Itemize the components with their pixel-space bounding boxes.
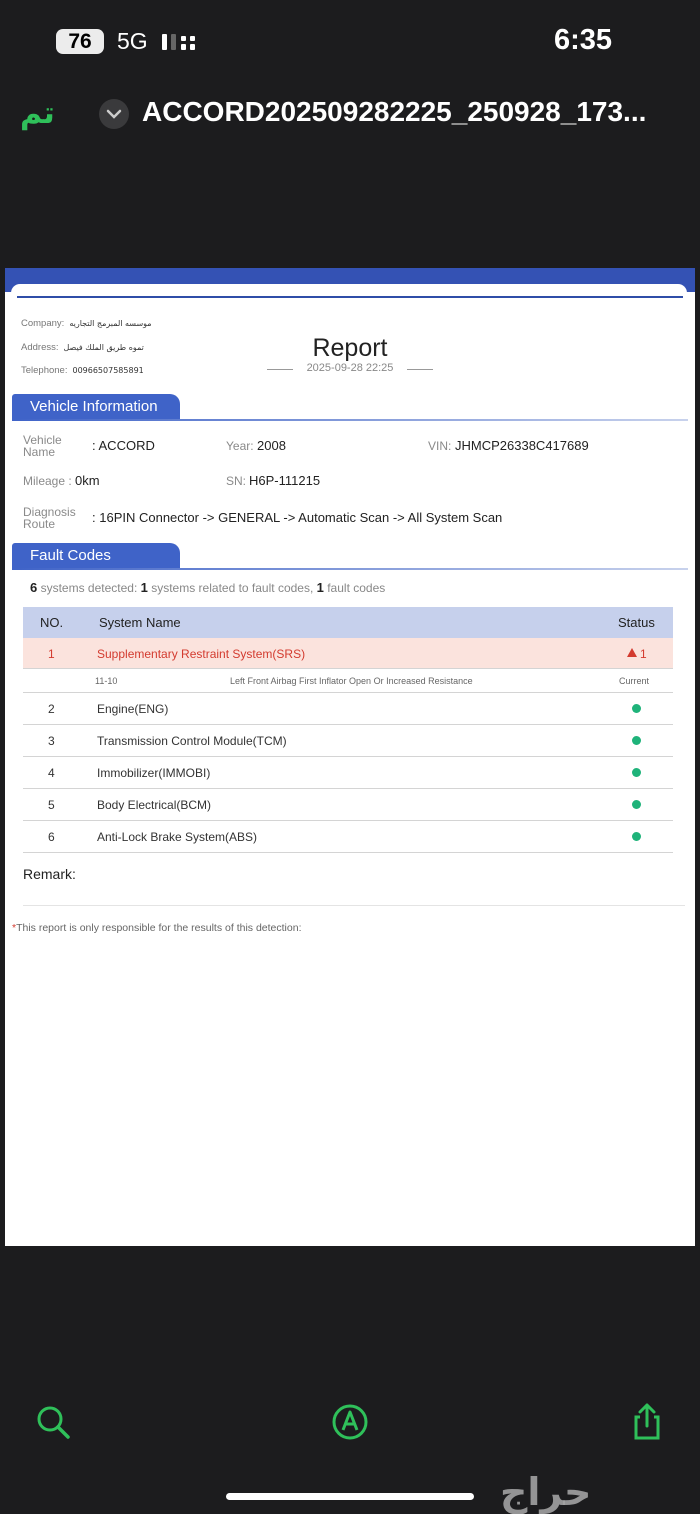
mileage-label: Mileage : — [23, 474, 72, 488]
check-circle-icon — [632, 768, 641, 777]
year-value: 2008 — [257, 438, 286, 453]
markup-icon[interactable] — [330, 1402, 370, 1442]
fault-codes-heading: Fault Codes — [12, 543, 180, 568]
column-no: NO. — [40, 615, 64, 630]
vin-value: JHMCP26338C417689 — [455, 438, 589, 453]
vehicle-info-heading: Vehicle Information — [12, 394, 180, 419]
battery-indicator: 76 — [56, 29, 104, 54]
address-row: Address: تموه طريق الملك فيصل — [21, 342, 144, 353]
vin-label: VIN: — [428, 439, 452, 453]
home-indicator[interactable] — [226, 1493, 474, 1500]
check-circle-icon — [632, 704, 641, 713]
share-icon[interactable] — [627, 1402, 667, 1442]
sn-value: H6P-111215 — [249, 473, 321, 488]
table-row[interactable]: 4 Immobilizer(IMMOBI) — [23, 757, 673, 789]
system-name: Supplementary Restraint System(SRS) — [97, 647, 306, 661]
fault-summary: 6 systems detected: 1 systems related to fault codes, 1 fault codes — [30, 580, 386, 595]
table-header — [23, 607, 673, 638]
table-row-fault[interactable]: 1 Supplementary Restraint System(SRS) 1 — [23, 638, 673, 669]
watermark-logo: حراج — [500, 1470, 592, 1514]
column-system-name: System Name — [99, 615, 181, 630]
clock: 6:35 — [553, 24, 612, 56]
disclaimer: *This report is only responsible for the results of this detection: — [12, 922, 302, 934]
fault-state: Current — [619, 676, 650, 686]
company-row: Company: موسسه المبرمج التجاريه — [21, 318, 152, 329]
search-icon[interactable] — [33, 1402, 73, 1442]
remark-label: Remark: — [23, 866, 76, 882]
fault-detail-row — [23, 669, 673, 693]
sn-label: SN: — [226, 474, 247, 488]
fault-description: Left Front Airbag First Inflator Open Or Increased Resistance — [230, 676, 473, 686]
table-row[interactable]: 6 Anti-Lock Brake System(ABS) — [23, 821, 673, 853]
fault-code: 11-10 — [95, 676, 118, 686]
report-date: 2025-09-28 22:25 — [306, 362, 394, 374]
year-label: Year: — [226, 439, 254, 453]
diagnosis-route-label: Diagnosis Route — [23, 505, 76, 531]
column-status: Status — [618, 615, 655, 630]
table-row[interactable]: 3 Transmission Control Module(TCM) — [23, 725, 673, 757]
vehicle-name-label: Vehicle Name — [23, 433, 62, 459]
telephone-row: Telephone: 00966507585891 — [21, 365, 144, 376]
check-circle-icon — [632, 736, 641, 745]
check-circle-icon — [632, 800, 641, 809]
status-bar — [0, 0, 700, 80]
mileage-value: 0km — [75, 473, 100, 488]
chevron-down-icon[interactable] — [99, 99, 129, 129]
vehicle-name-value: : ACCORD — [92, 438, 155, 453]
check-circle-icon — [632, 832, 641, 841]
telephone-value: 00966507585891 — [72, 366, 144, 375]
signal-icon — [160, 30, 200, 54]
diagnosis-route-value: : 16PIN Connector -> GENERAL -> Automatic Scan -> All System Scan — [92, 510, 503, 525]
fault-count: 1 — [640, 647, 647, 661]
warning-icon — [627, 648, 637, 657]
table-row[interactable]: 2 Engine(ENG) — [23, 693, 673, 725]
report-title: Report — [312, 334, 388, 362]
done-button[interactable]: تم — [20, 96, 55, 131]
report-page — [5, 268, 695, 1246]
network-type: 5G — [117, 28, 148, 54]
document-title[interactable]: ACCORD202509282225_250928_173... — [142, 96, 647, 127]
address-value: تموه طريق الملك فيصل — [63, 343, 144, 352]
fault-table — [23, 607, 673, 853]
company-value: موسسه المبرمج التجاريه — [69, 319, 152, 328]
table-row[interactable]: 5 Body Electrical(BCM) — [23, 789, 673, 821]
